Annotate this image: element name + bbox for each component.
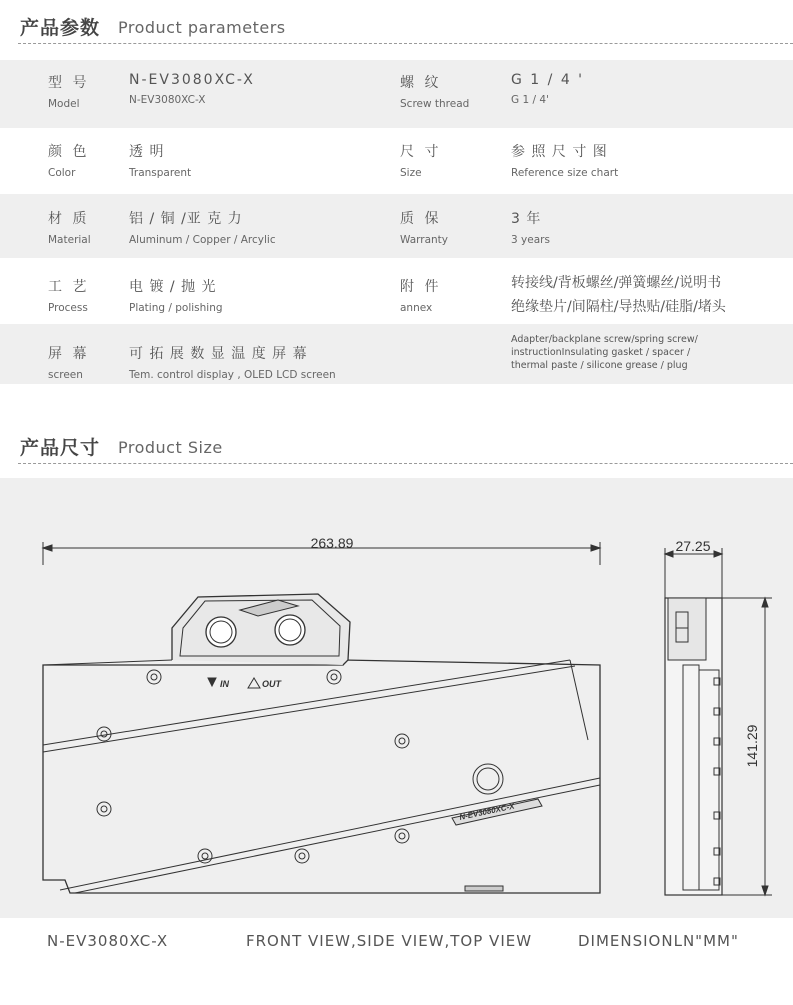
size-section-header — [0, 420, 793, 470]
param-row-color — [0, 128, 793, 194]
screen-label-en: screen — [48, 369, 83, 381]
stripe-upper-b — [43, 666, 575, 752]
annex-value-line2: 绝缘垫片/间隔柱/导热贴/硅脂/堵头 — [511, 299, 726, 315]
model-label — [48, 72, 89, 110]
annex-label — [400, 276, 441, 314]
warranty-label-en: Warranty — [400, 234, 449, 246]
color-label-en: Color — [48, 167, 76, 179]
process-value-sub: Plating / polishing — [129, 302, 223, 314]
height-arrow-bottom — [762, 886, 768, 895]
params-title-cn: 产品参数 — [20, 17, 101, 39]
caption-unit: DIMENSIONLN"MM" — [578, 932, 739, 950]
thread-label — [400, 72, 469, 110]
material-value — [129, 208, 276, 246]
param-row-process — [0, 258, 793, 324]
size-value-sub: Reference size chart — [511, 167, 619, 179]
size-value — [511, 141, 618, 179]
size-label-cn: 尺 寸 — [400, 144, 442, 160]
process-label-cn: 工 艺 — [48, 279, 90, 295]
caption-model: N-EV3080XC-X — [47, 932, 169, 950]
width-arrow-left — [43, 545, 52, 551]
size-label — [400, 141, 441, 179]
height-arrow-top — [762, 598, 768, 607]
material-label — [48, 208, 91, 246]
params-section-header — [0, 0, 793, 50]
card-body-outline — [43, 660, 600, 893]
depth-arrow-right — [714, 551, 722, 557]
model-label-en: Model — [48, 98, 80, 110]
annex-label-en: annex — [400, 302, 433, 314]
thread-value-main: G 1 / 4 ' — [511, 72, 585, 88]
warranty-value-main: 3 年 — [511, 211, 542, 227]
width-dimension-label: 263.89 — [310, 535, 354, 551]
stripe-upper-a — [43, 660, 570, 745]
size-title-cn: 产品尺寸 — [20, 437, 101, 459]
stripe-lower-b — [75, 785, 600, 893]
warranty-value — [511, 208, 550, 246]
model-label-cn: 型 号 — [48, 75, 90, 91]
size-divider — [18, 463, 793, 464]
out-arrow-icon — [248, 678, 260, 688]
height-dimension-label: 141.29 — [744, 724, 760, 768]
annex-value — [511, 272, 726, 316]
color-value-sub: Transparent — [129, 167, 192, 179]
color-value — [129, 141, 191, 179]
size-label-en: Size — [400, 167, 422, 179]
material-label-en: Material — [48, 234, 91, 246]
depth-arrow-left — [665, 551, 673, 557]
port-out-label: OUT — [262, 679, 281, 689]
model-value-main: N-EV3080XC-X — [129, 72, 255, 88]
process-label — [48, 276, 89, 314]
color-label — [48, 141, 89, 179]
depth-dimension-label: 27.25 — [675, 538, 711, 554]
caption-views: FRONT VIEW,SIDE VIEW,TOP VIEW — [246, 932, 533, 950]
logo-inner-circle — [477, 768, 499, 790]
size-title-en: Product Size — [118, 438, 223, 457]
size-value-main: 参 照 尺 寸 图 — [511, 144, 608, 160]
screen-value-sub: Tem. control display , OLED LCD screen — [129, 369, 336, 381]
dimension-drawing — [0, 478, 793, 918]
stripe-lower-a — [60, 778, 600, 890]
color-value-main: 透 明 — [129, 144, 165, 160]
screen-label — [48, 343, 89, 381]
param-row-screen — [0, 324, 793, 384]
params-title-en: Product parameters — [118, 18, 286, 37]
annex-en-line2: instructionInsulating gasket / spacer / — [511, 347, 691, 358]
annex-en-line3: thermal paste / silicone grease / plug — [511, 360, 688, 371]
param-row-model — [0, 60, 793, 128]
process-label-en: Process — [48, 302, 88, 314]
nameplate-label: N-EV3080XC-X — [458, 801, 516, 822]
screen-value — [129, 343, 336, 381]
params-divider — [18, 43, 793, 44]
dimension-drawing-panel — [0, 478, 793, 918]
warranty-label — [400, 208, 448, 246]
card-top-edge-left — [43, 660, 172, 665]
material-value-sub: Aluminum / Copper / Arcylic — [129, 234, 276, 246]
screen-label-cn: 屏 幕 — [48, 346, 90, 362]
process-value-main: 电 镀 / 抛 光 — [129, 279, 217, 295]
width-arrow-right — [591, 545, 600, 551]
screen-value-main: 可 拓 展 数 显 温 度 屏 幕 — [129, 346, 308, 362]
annex-value-line1: 转接线/背板螺丝/弹簧螺丝/说明书 — [511, 275, 722, 291]
annex-label-cn: 附 件 — [400, 279, 442, 295]
warranty-value-sub: 3 years — [511, 234, 550, 246]
warranty-label-cn: 质 保 — [400, 211, 442, 227]
process-value — [129, 276, 223, 314]
annex-en-line1: Adapter/backplane screw/spring screw/ — [511, 334, 698, 345]
thread-label-cn: 螺 纹 — [400, 75, 442, 91]
material-value-main: 铝 / 铜 /亚 克 力 — [129, 211, 243, 227]
thread-value-sub: G 1 / 4' — [511, 94, 549, 106]
model-value — [129, 72, 255, 106]
in-arrow-icon — [208, 678, 216, 686]
right-bevel-edge — [570, 660, 588, 740]
thread-value — [511, 72, 584, 106]
color-label-cn: 颜 色 — [48, 144, 90, 160]
port-in-label: IN — [220, 679, 229, 689]
param-row-material — [0, 194, 793, 258]
bottom-connector — [465, 886, 503, 891]
thread-label-en: Screw thread — [400, 98, 470, 110]
side-view-terminal — [668, 598, 706, 660]
material-label-cn: 材 质 — [48, 211, 90, 227]
annex-en-list — [511, 333, 698, 372]
model-value-sub: N-EV3080XC-X — [129, 94, 206, 106]
